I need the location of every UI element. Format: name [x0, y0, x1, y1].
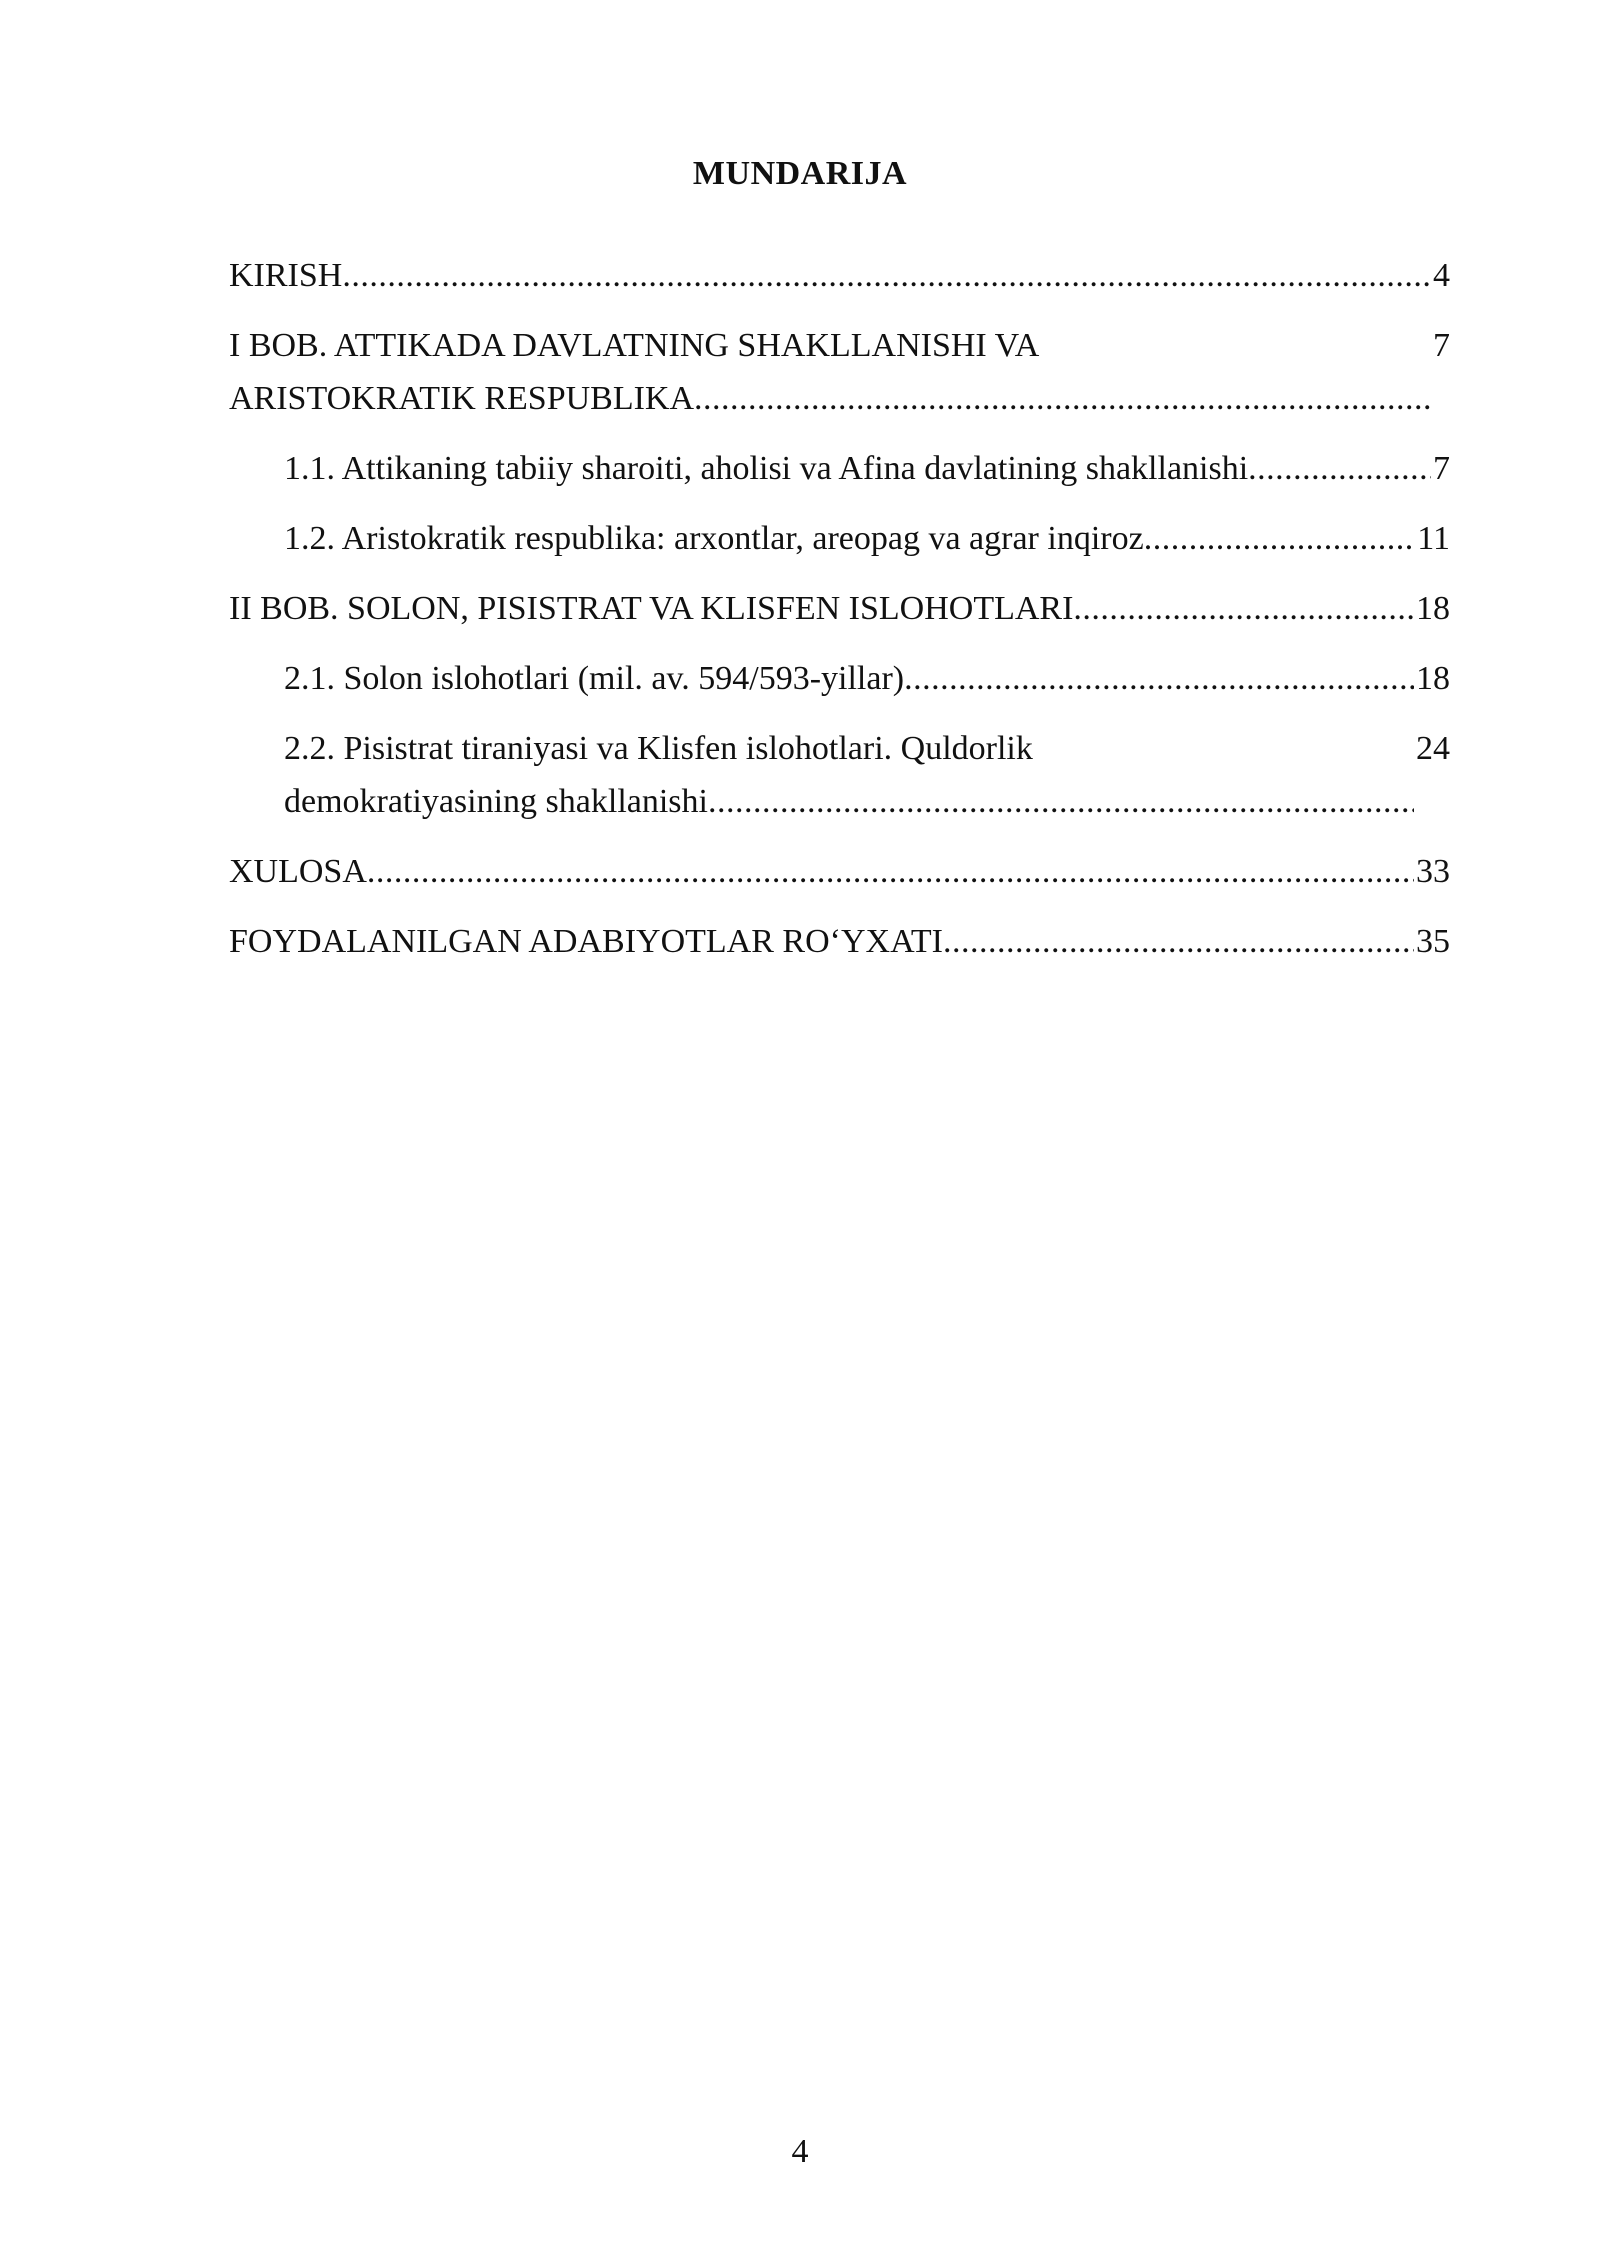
toc-entry-title-line-1: I BOB. ATTIKADA DAVLATNING SHAKLLANISHI VA	[229, 327, 1040, 364]
dot-leader	[342, 249, 1431, 302]
page-number: 4	[791, 2133, 809, 2170]
toc-entry-page: 24	[1416, 730, 1450, 767]
toc-heading: MUNDARIJA	[692, 155, 908, 192]
dot-leader	[708, 775, 1414, 828]
toc-entry-title: 2.1. Solon islohotlari (mil. av. 594/593-yillar)	[284, 660, 905, 697]
toc-entry-page: 7	[1433, 327, 1450, 364]
toc-entry-page: 35	[1416, 923, 1450, 960]
toc-entry-title-line-2: demokratiyasining shakllanishi	[284, 783, 708, 820]
toc-entry-title: II BOB. SOLON, PISISTRAT VA KLISFEN ISLOHOTLARI	[229, 590, 1074, 627]
dot-leader	[1144, 512, 1416, 565]
toc-entry-section-1-1[interactable]	[284, 442, 1450, 495]
dot-leader	[1248, 442, 1431, 495]
toc-entry-page: 18	[1416, 590, 1450, 627]
toc-entry-title: XULOSA	[229, 853, 367, 890]
toc-entry-title-line-2: ARISTOKRATIK RESPUBLIKA	[229, 380, 695, 417]
toc-entry-title-line-1: 2.2. Pisistrat tiraniyasi va Klisfen islohotlari. Quldorlik	[284, 730, 1033, 767]
toc-entry-chapter-1[interactable]	[229, 319, 1450, 425]
toc-entry-page: 7	[1433, 450, 1450, 487]
dot-leader	[943, 915, 1414, 968]
toc-entry-kirish[interactable]	[229, 249, 1450, 302]
dot-leader	[694, 372, 1431, 425]
toc-entry-title: 1.1. Attikaning tabiiy sharoiti, aholisi va Afina davlatining shakllanishi	[284, 450, 1249, 487]
toc-entry-xulosa[interactable]	[229, 845, 1450, 898]
table-of-contents	[229, 249, 1450, 985]
dot-leader	[367, 845, 1414, 898]
toc-entry-page: 33	[1416, 853, 1450, 890]
toc-entry-title: KIRISH	[229, 257, 343, 294]
dot-leader	[904, 652, 1414, 705]
toc-entry-page: 11	[1417, 520, 1450, 557]
toc-entry-title: 1.2. Aristokratik respublika: arxontlar, areopag va agrar inqiroz	[284, 520, 1144, 557]
toc-entry-page: 18	[1416, 660, 1450, 697]
toc-entry-title: FOYDALANILGAN ADABIYOTLAR RO‘YXATI	[229, 923, 943, 960]
toc-entry-section-2-1[interactable]	[284, 652, 1450, 705]
toc-entry-section-2-2[interactable]	[284, 722, 1450, 828]
dot-leader	[1073, 582, 1414, 635]
toc-entry-section-1-2[interactable]	[284, 512, 1450, 565]
toc-entry-chapter-2[interactable]	[229, 582, 1450, 635]
toc-entry-references[interactable]	[229, 915, 1450, 968]
toc-entry-page: 4	[1433, 257, 1450, 294]
